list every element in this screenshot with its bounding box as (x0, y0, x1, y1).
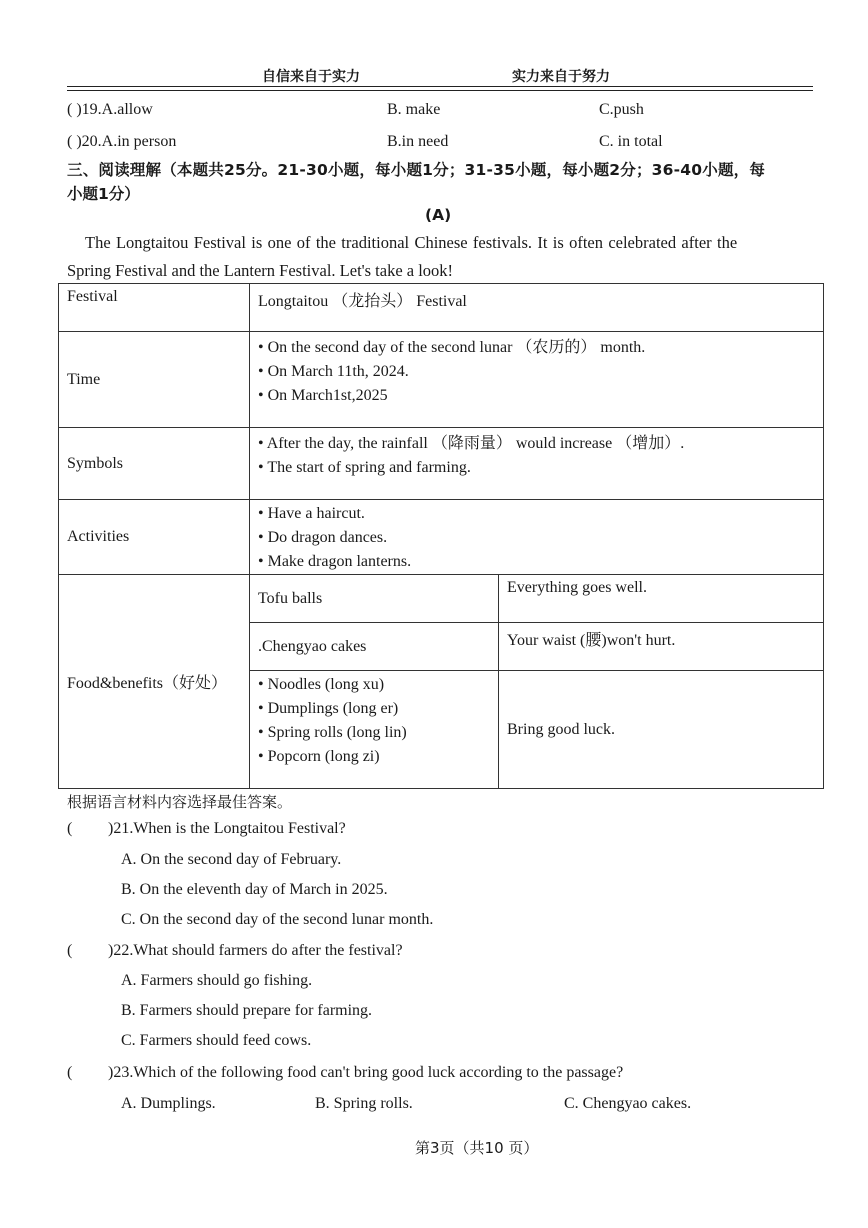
q23-stem: )23.Which of the following food can't bring good luck according to the passage? (108, 1064, 624, 1081)
section-title-line1: 三、阅读理解（本题共25分。21-30小题，每小题1分；31-35小题，每小题2分；36-40小题，每 (67, 161, 766, 179)
q22-option-c: C. Farmers should feed cows. (121, 1032, 312, 1049)
cell-time-label: Time (59, 332, 250, 428)
cell-tofu-benefit: Everything goes well. (499, 575, 824, 623)
intro-line1: The Longtaitou Festival is one of the traditional Chinese festivals. It is often celebrated after the (85, 233, 738, 252)
table-row-food-tofu (59, 575, 824, 623)
q20-option-a: ( )20.A.in person (67, 133, 177, 150)
table-row-time (59, 332, 824, 428)
q22-stem: )22.What should farmers do after the festival? (108, 942, 403, 959)
cell-symbols-items (250, 428, 824, 500)
table-row-festival (59, 284, 824, 332)
cell-long-benefit: Bring good luck. (499, 671, 824, 789)
answer-blank[interactable]: ( (67, 1064, 73, 1081)
cell-time-items (250, 332, 824, 428)
q21-option-a: A. On the second day of February. (121, 851, 342, 868)
q19-option-b: B. make (387, 101, 441, 118)
activity-item: • Have a haircut. (258, 505, 365, 522)
q20-option-b: B.in need (387, 133, 449, 150)
cell-tofu: Tofu balls (250, 575, 499, 623)
q23-option-b: B. Spring rolls. (315, 1095, 413, 1112)
time-item: • On March 11th, 2024. (258, 363, 409, 380)
passage-label: (A) (425, 206, 452, 224)
intro-line2: Spring Festival and the Lantern Festival. Let's take a look! (67, 261, 454, 280)
long-food-item: • Dumplings (long er) (258, 700, 399, 717)
q20-option-c: C. in total (599, 133, 663, 150)
cell-chengyao: .Chengyao cakes (250, 623, 499, 671)
q22-option-a: A. Farmers should go fishing. (121, 972, 313, 989)
symbols-item: • After the day, the rainfall （降雨量） would increase （增加）. (258, 435, 685, 452)
activity-item: • Do dragon dances. (258, 529, 388, 546)
q21-option-c: C. On the second day of the second lunar month. (121, 911, 434, 928)
long-food-item: • Spring rolls (long lin) (258, 724, 407, 741)
cell-activities-label: Activities (59, 500, 250, 575)
table-row-activities (59, 500, 824, 575)
q23-option-c: C. Chengyao cakes. (564, 1095, 692, 1112)
cell-activities-items (250, 500, 824, 575)
instruction-text: 根据语言材料内容选择最佳答案。 (67, 793, 293, 811)
q21-option-b: B. On the eleventh day of March in 2025. (121, 881, 388, 898)
q22-option-b: B. Farmers should prepare for farming. (121, 1002, 373, 1019)
time-item: • On the second day of the second lunar （农历的） month. (258, 339, 646, 356)
q19-option-c: C.push (599, 101, 644, 118)
cell-symbols-label: Symbols (59, 428, 250, 500)
cell-chengyao-benefit: Your waist (腰)won't hurt. (499, 623, 824, 671)
q19-option-a: ( )19.A.allow (67, 101, 153, 118)
long-food-item: • Noodles (long xu) (258, 676, 385, 693)
table-row-symbols (59, 428, 824, 500)
answer-blank[interactable]: ( (67, 942, 73, 959)
header-rule-thin (67, 90, 813, 91)
section-title-line2: 小题1分） (67, 185, 140, 203)
cell-festival-label: Festival (59, 284, 250, 332)
activity-item: • Make dragon lanterns. (258, 553, 412, 570)
page-footer: 第3页（共10 页） (415, 1139, 539, 1157)
q23-option-a: A. Dumplings. (121, 1095, 216, 1112)
cell-long-foods (250, 671, 499, 789)
festival-table (58, 283, 824, 789)
q21-stem: )21.When is the Longtaitou Festival? (108, 820, 346, 837)
header-rule-thick (67, 86, 813, 87)
header-slogan-right: 实力来自于努力 (512, 69, 610, 85)
cell-food-label: Food&benefits（好处） (59, 575, 250, 789)
cell-festival-value: Longtaitou （龙抬头） Festival (250, 284, 824, 332)
header-slogan-left: 自信来自于实力 (262, 69, 360, 85)
answer-blank[interactable]: ( (67, 820, 73, 837)
long-food-item: • Popcorn (long zi) (258, 748, 380, 765)
symbols-item: • The start of spring and farming. (258, 459, 471, 476)
time-item: • On March1st,2025 (258, 387, 388, 404)
